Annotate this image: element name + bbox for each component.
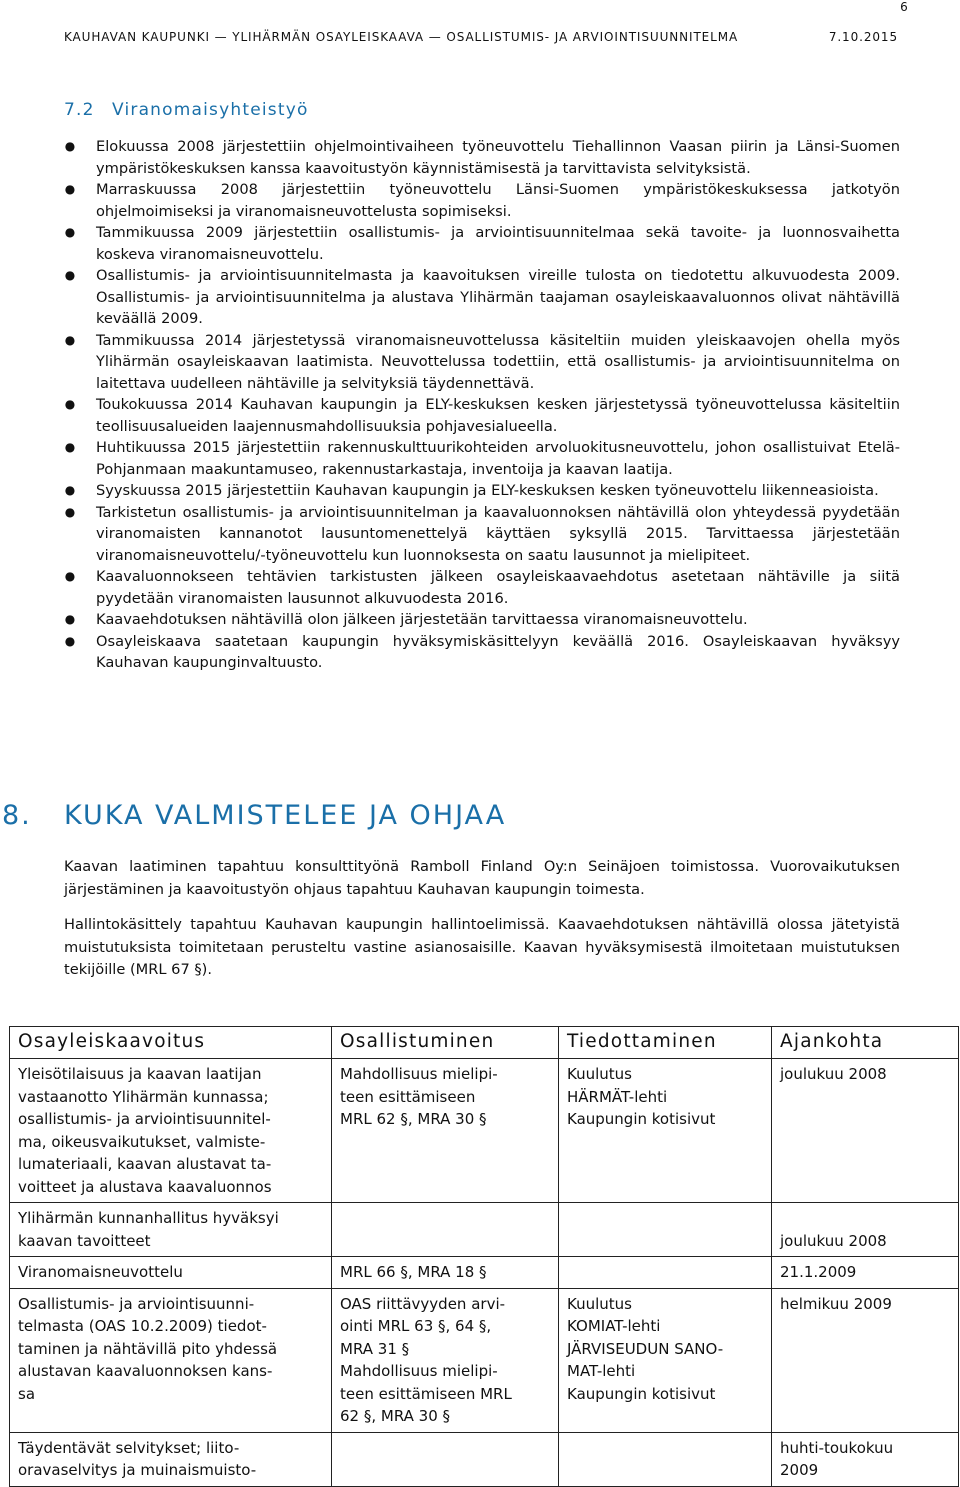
table-row [10, 1432, 959, 1486]
table-row [10, 1288, 959, 1432]
list-item-text: Tammikuussa 2014 järjestetyssä viranomaisneuvottelussa käsiteltiin muiden yleiskaavojen ohella myös Ylihärmän osayleiskaavan laatimista. Neuvottelussa todettiin, että osallistumis- ja arviointisuunnitelma on laitettava uudelleen nähtäville ja selvityksiä täydennettävä. [96, 331, 900, 392]
table-cell-text: Yleisötilaisuus ja kaavan laatijan vastaanotto Ylihärmän kunnassa; osallistumis- ja arviointisuunnitel- ma, oikeusvaikutukset, valmiste- lumateriaali, kaavan alustavat ta- voitteet ja alustava kaavaluonnos [18, 1065, 272, 1196]
table-cell [772, 1059, 959, 1203]
list-item [64, 136, 900, 179]
table-cell [332, 1257, 559, 1289]
list-item [64, 394, 900, 437]
bullet-icon: ● [64, 225, 76, 239]
table-cell-text: joulukuu 2008 [780, 1065, 887, 1083]
table-cell-text: Mahdollisuus mielipi- teen esittämiseen MRL 62 §, MRA 30 § [340, 1065, 498, 1128]
table-cell-text: Täydentävät selvitykset; liito- oravaselvitys ja muinaismuisto- [18, 1438, 257, 1479]
list-item [64, 566, 900, 609]
list-item-text: Osayleiskaava saatetaan kaupungin hyväksymiskäsittelyyn keväällä 2016. Osayleiskaavan hyväksyy Kauhavan kaupunginvaltuusto. [96, 632, 900, 671]
table-cell-text: OAS riittävyyden arvi- ointi MRL 63 §, 64 §, MRA 31 § Mahdollisuus mielipi- teen esittämiseen MRL 62 §, MRA 30 § [340, 1294, 512, 1425]
list-item [64, 179, 900, 222]
table-cell-text: Ylihärmän kunnanhallitus hyväksyi kaavan tavoitteet [18, 1209, 279, 1250]
list-item-text: Toukokuussa 2014 Kauhavan kaupungin ja ELY-keskuksen kesken järjestetyssä työneuvottelussa käsiteltiin teollisuusalueiden laajennusmahdollisuuksia pohjavesialueella. [96, 396, 900, 435]
table-cell [10, 1288, 332, 1432]
bullet-icon: ● [64, 569, 76, 583]
table-cell [559, 1203, 772, 1257]
bullet-icon: ● [64, 397, 76, 411]
table-cell-text: Kuulutus HÄRMÄT-lehti Kaupungin kotisivut [567, 1065, 716, 1128]
table-cell [332, 1288, 559, 1432]
bullet-icon: ● [64, 504, 76, 519]
schedule-table [9, 1026, 959, 1487]
section-heading [64, 100, 309, 120]
bullet-icon: ● [64, 440, 76, 454]
table-row [10, 1257, 959, 1289]
table-cell-text: joulukuu 2008 [780, 1231, 887, 1250]
bullet-icon: ● [64, 633, 76, 648]
table-cell [332, 1432, 559, 1486]
list-item [64, 480, 900, 502]
running-header-title: KAUHAVAN KAUPUNKI — YLIHÄRMÄN OSAYLEISKAAVA — OSALLISTUMIS- JA ARVIOINTISUUNNITELMA [64, 30, 739, 44]
list-item [64, 330, 900, 395]
table-cell [332, 1059, 559, 1203]
table-cell-text: Osallistumis- ja arviointisuunni- telmasta (OAS 10.2.2009) tiedot- taminen ja nähtävillä pito yhdessä alustavan kaavaluonnoksen kans- sa [18, 1294, 278, 1403]
table-cell-text: Viranomaisneuvottelu [18, 1263, 183, 1281]
table-row [10, 1059, 959, 1203]
list-item [64, 631, 900, 674]
list-item [64, 222, 900, 265]
list-item-text: Kaavaehdotuksen nähtävillä olon jälkeen järjestetään tarvittaessa viranomaisneuvottelu. [96, 611, 748, 628]
list-item-text: Tammikuussa 2009 järjestettiin osallistumis- ja arviointisuunnitelmaa sekä tavoite- ja luonnosvaihetta koskeva viranomaisneuvottelu. [96, 224, 900, 263]
table-cell-text: MRL 66 §, MRA 18 § [340, 1263, 487, 1281]
list-item-text: Osallistumis- ja arviointisuunnitelmasta ja kaavoituksen vireille tulosta on tiedotettu alkuvuodesta 2009. Osallistumis- ja arviointisuunnitelma ja alustava Ylihärmän taajaman osayleiskaavaluonnos olivat nähtävillä keväällä 2009. [96, 267, 900, 327]
table-cell [332, 1203, 559, 1257]
header-osallistuminen: Osallistuminen [332, 1027, 559, 1059]
list-item-text: Marraskuussa 2008 järjestettiin työneuvottelu Länsi-Suomen ympäristökeskuksessa jatkotyön ohjelmoimiseksi ja viranomaisneuvottelusta sopimiseksi. [96, 181, 900, 220]
table-cell [772, 1432, 959, 1486]
table-cell [10, 1257, 332, 1289]
table-cell [772, 1257, 959, 1289]
table-cell-text: helmikuu 2009 [780, 1294, 892, 1313]
bullet-icon: ● [64, 182, 76, 196]
table-cell [559, 1288, 772, 1432]
running-header [64, 30, 898, 44]
table-cell [10, 1059, 332, 1203]
bullet-icon: ● [64, 332, 76, 347]
list-item [64, 609, 900, 631]
section-number: 7.2 [64, 100, 95, 120]
schedule-body [10, 1059, 959, 1487]
bullet-list [64, 136, 900, 674]
page-number: 6 [900, 0, 908, 14]
section-title: Viranomaisyhteistyö [112, 100, 309, 120]
table-cell [10, 1432, 332, 1486]
table-header-row [10, 1027, 959, 1059]
list-item-text: Huhtikuussa 2015 järjestettiin rakennuskulttuurikohteiden arvoluokitusneuvottelu, johon osallistuivat Etelä-Pohjanmaan maakuntamuseo, rakennustarkastaja, inventoija ja kaavan laatija. [96, 439, 900, 478]
table-cell [772, 1288, 959, 1432]
table-cell-text: huhti-toukokuu 2009 [780, 1438, 894, 1479]
table-row [10, 1203, 959, 1257]
list-item [64, 437, 900, 480]
paragraph-administration: Hallintokäsittely tapahtuu Kauhavan kaupungin hallintoelimissä. Kaavaehdotuksen nähtävillä olossa jätetyistä muistutuksista toimitetaan perusteltu vastine asianosaisille. Kaavan hyväksymisestä ilmoitetaan muistutuksen tekijöille (MRL 67 §). [64, 916, 900, 978]
table-cell [559, 1432, 772, 1486]
table-cell [559, 1059, 772, 1203]
table-cell-text: 21.1.2009 [780, 1263, 857, 1281]
chapter-number: 8. [2, 800, 32, 831]
chapter-title: KUKA VALMISTELEE JA OHJAA [64, 800, 507, 831]
table-cell [10, 1203, 332, 1257]
header-tiedottaminen: Tiedottaminen [559, 1027, 772, 1059]
paragraph-consultant: Kaavan laatiminen tapahtuu konsulttityönä Ramboll Finland Oy:n Seinäjoen toimistossa. Vuorovaikutuksen järjestäminen ja kaavoitustyön ohjaus tapahtuu Kauhavan kaupungin toimesta. [64, 858, 900, 898]
bullet-icon: ● [64, 268, 76, 282]
bullet-icon: ● [64, 483, 76, 497]
table-cell [559, 1257, 772, 1289]
chapter-heading [2, 800, 506, 831]
bullet-icon: ● [64, 139, 76, 153]
list-item [64, 502, 900, 567]
running-header-date: 7.10.2015 [828, 30, 898, 44]
header-ajankohta: Ajankohta [772, 1027, 959, 1059]
bullet-icon: ● [64, 612, 76, 626]
list-item-text: Tarkistetun osallistumis- ja arviointisuunnitelman ja kaavaluonnoksen nähtävillä olon yhteydessä pyydetään viranomaisten kannanotot lausuntomenettelyä käyttäen syksyllä 2015. Tarvittaessa järjestetään viranomaisneuvottelu/-työneuvottelu kun luonnoksesta on saatu lausunnot ja mielipiteet. [96, 503, 900, 564]
list-item-text: Kaavaluonnokseen tehtävien tarkistusten jälkeen osayleiskaavaehdotus asetetaan nähtäville ja siitä pyydetään viranomaisten lausunnot alkuvuodesta 2016. [96, 568, 900, 607]
list-item [64, 265, 900, 330]
list-item-text: Syyskuussa 2015 järjestettiin Kauhavan kaupungin ja ELY-keskuksen kesken työneuvottelu liikenneasioista. [96, 482, 879, 499]
header-osayleiskaavoitus: Osayleiskaavoitus [10, 1027, 332, 1059]
list-item-text: Elokuussa 2008 järjestettiin ohjelmointivaiheen työneuvottelu Tiehallinnon Vaasan piirin ja Länsi-Suomen ympäristökeskuksen kanssa kaavoitustyön käynnistämisestä ja tarvittavista selvityksistä. [96, 138, 900, 177]
table-cell-text: Kuulutus KOMIAT-lehti JÄRVISEUDUN SANO- MAT-lehti Kaupungin kotisivut [567, 1294, 724, 1403]
table-cell [772, 1203, 959, 1257]
